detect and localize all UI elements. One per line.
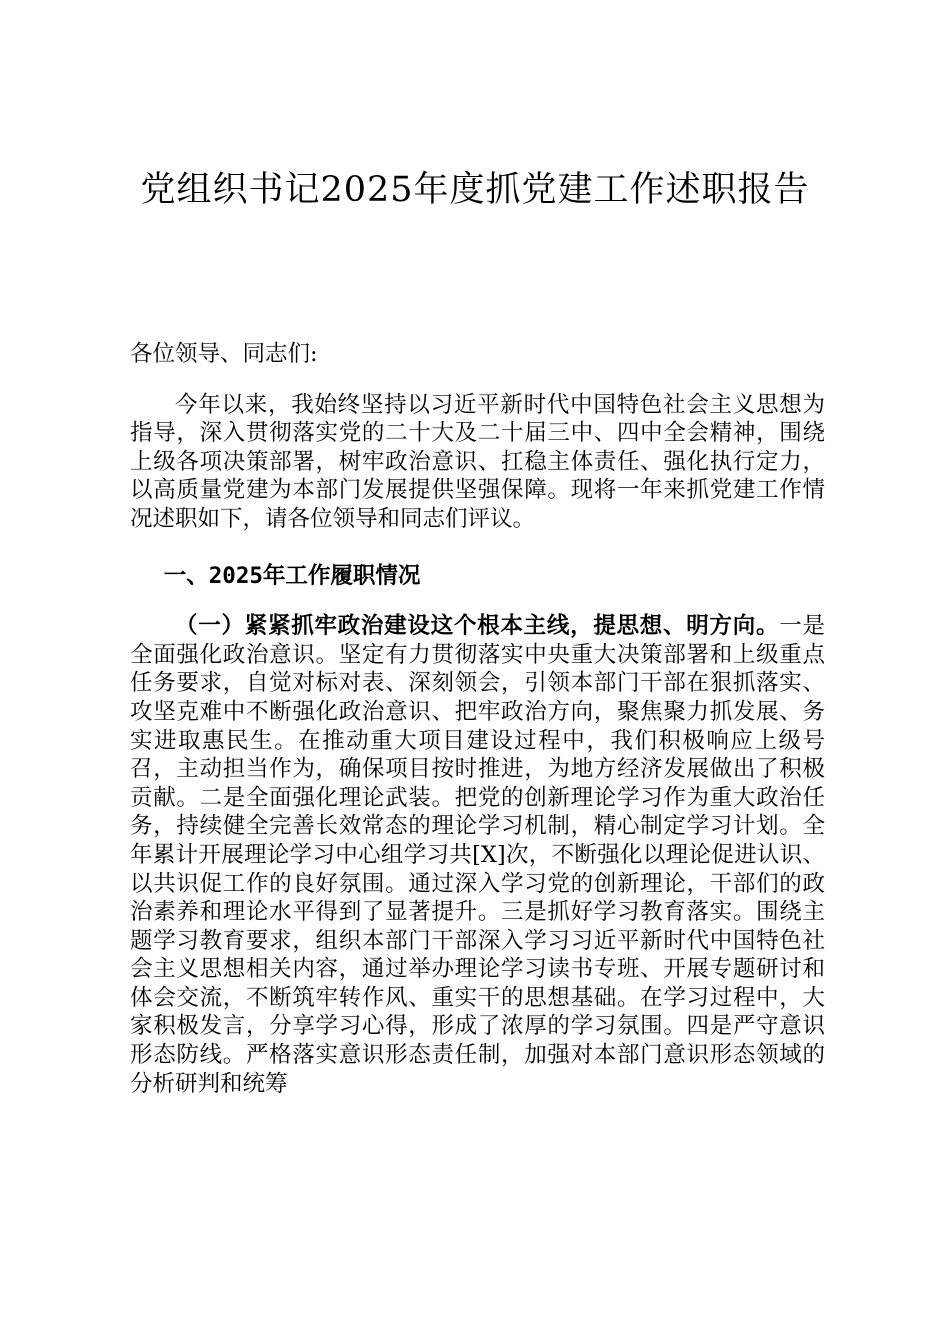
section-paragraph [130,612,825,1098]
subsection-text: 一是全面强化政治意识。坚定有力贯彻落实中央重大决策部署和上级重点任务要求，自觉对标对表、深刻领会，引领本部门干部在狠抓落实、攻坚克难中不断强化政治意识、把牢政治方向，聚焦聚力抓发展、务实进取惠民生。在推动重大项目建设过程中，我们积极响应上级号召，主动担当作为，确保项目按时推进，为地方经济发展做出了积极贡献。二是全面强化理论武装。把党的创新理论学习作为重大政治任务，持续健全完善长效常态的理论学习机制，精心制定学习计划。全年累计开展理论学习中心组学习共[X]次，不断强化以理论促进认识、以共识促工作的良好氛围。通过深入学习党的创新理论，干部们的政治素养和理论水平得到了显著提升。三是抓好学习教育落实。围绕主题学习教育要求，组织本部门干部深入学习习近平新时代中国特色社会主义思想相关内容，通过举办理论学习读书专班、开展专题研讨和体会交流，不断筑牢转作风、重实干的思想基础。在学习过程中，大家积极发言，分享学习心得，形成了浓厚的学习氛围。四是严守意识形态防线。严格落实意识形态责任制，加强对本部门意识形态领域的分析研判和统筹 [130,613,825,1097]
salutation: 各位领导、同志们: [130,341,318,367]
intro-paragraph: 今年以来，我始终坚持以习近平新时代中国特色社会主义思想为指导，深入贯彻落实党的二十大及二十届三中、四中全会精神，围绕上级各项决策部署，树牢政治意识、扛稳主体责任、强化执行定力，以高质量党建为本部门发展提供坚强保障。现将一年来抓党建工作情况述职如下，请各位领导和同志们评议。 [130,391,825,532]
section-heading: 一、2025年工作履职情况 [163,562,421,589]
document-title: 党组织书记2025年度抓党建工作述职报告 [140,170,810,210]
document-body [130,340,825,1098]
subsection-heading: （一）紧紧抓牢政治建设这个根本主线，提思想、明方向。 [175,613,780,640]
